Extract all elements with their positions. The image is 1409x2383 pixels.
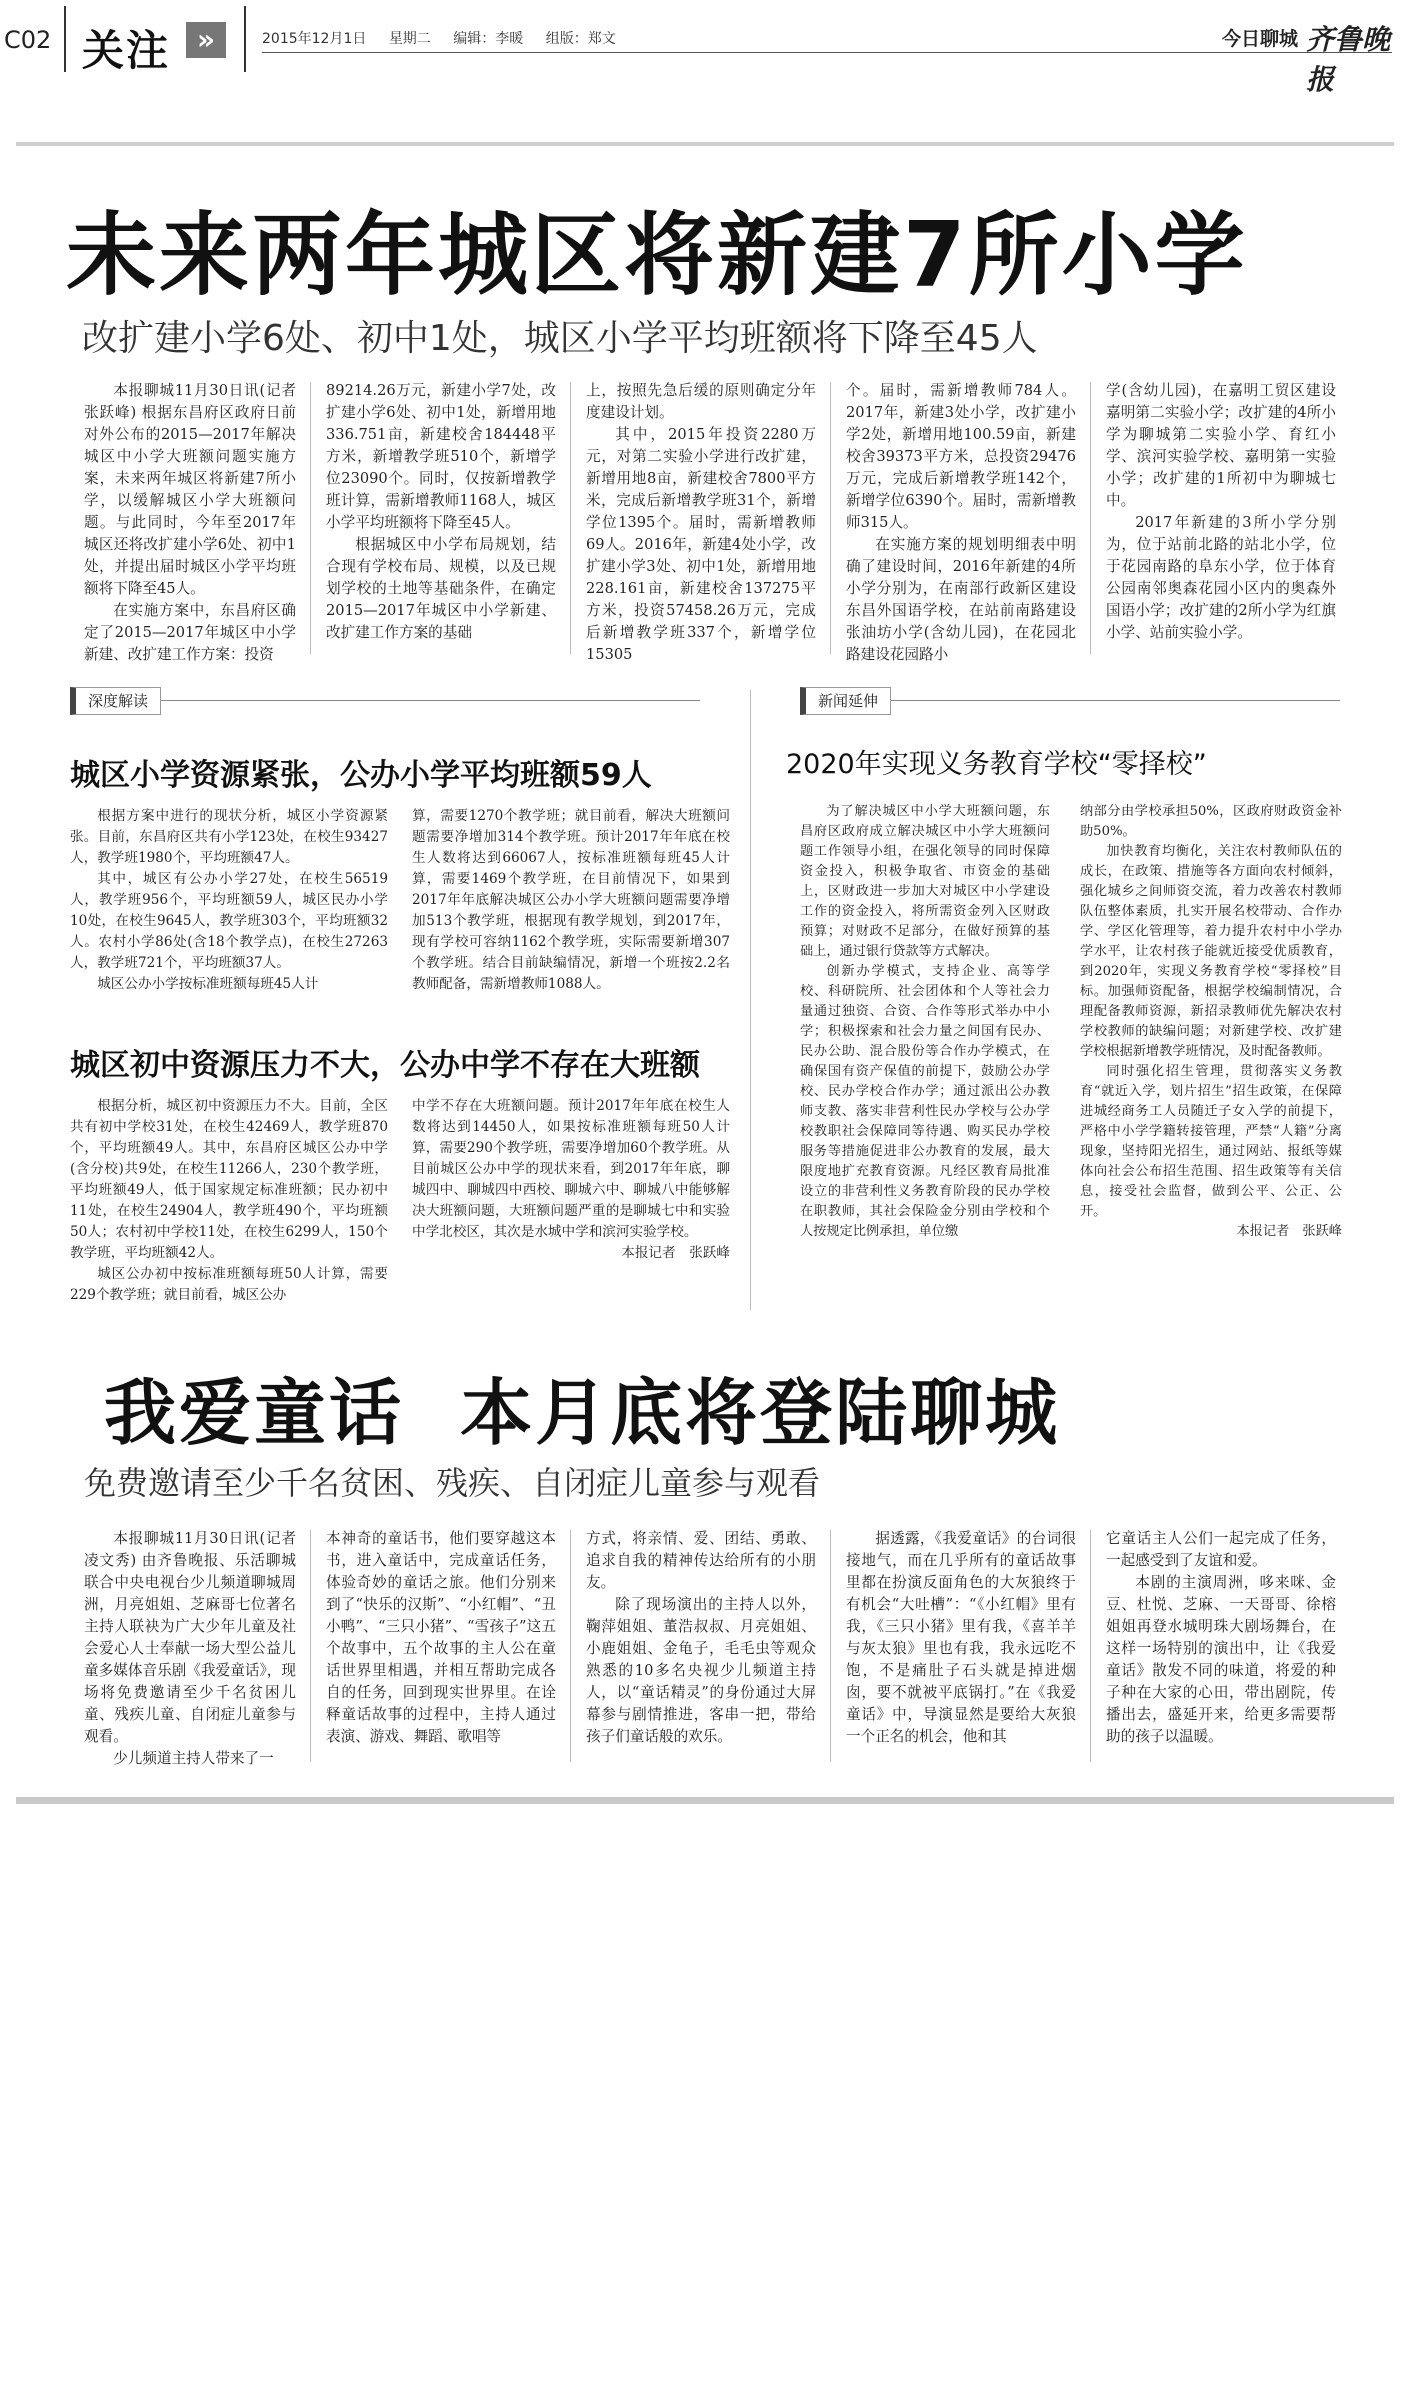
story2-headline: 我爱童话 本月底将登陆聊城: [104, 1371, 1061, 1455]
section-tag: 新闻延伸: [800, 687, 891, 715]
section-title: 关注: [82, 26, 171, 75]
paragraph: 本报聊城11月30日讯(记者 凌文秀) 由齐鲁晚报、乐活聊城联合中央电视台少儿频道聊城周洲，月亮姐姐、芝麻哥七位著名主持人联袂为广大少年儿童及社会爱心人士奉献一场大型公益儿童多媒体音乐剧《我爱童话》，现场将免费邀请至少千名贫困儿童、残疾儿童、自闭症儿童参与观看。: [84, 1530, 296, 1745]
column-divider: [570, 382, 571, 654]
paragraph: 城区公办小学按标准班额每班45人计: [97, 976, 319, 992]
paragraph: 为了解决城区中小学大班额问题，东昌府区政府成立解决城区中小学大班额问题工作领导小组，在强化领导的同时保障资金投入，积极争取省、市资金的基础上，区财政进一步加大对城区中小学建设工作的资金投入，将所需资金列入区财政预算；对财政不足部分，在做好预算的基础上，通过银行贷款等方式解决。: [800, 804, 1050, 959]
column-divider: [750, 690, 751, 1310]
byline: 本报记者 张跃峰: [621, 1245, 730, 1261]
header-rule: [262, 52, 1392, 53]
story1-deck: 改扩建小学6处、初中1处，城区小学平均班额将下降至45人: [82, 318, 1038, 359]
issue-weekday: 星期二: [388, 31, 431, 47]
paragraph: 上，按照先急后缓的原则确定分年度建设计划。: [586, 382, 816, 421]
paragraph: 根据城区中小学布局规划，结合现有学校布局、规模，以及已规划学校的土地等基础条件，在确定2015—2017年城区中小学新建、改扩建工作方案的基础: [326, 536, 556, 641]
paragraph: 其中，城区有公办小学27处，在校生56519人，教学班956个，平均班额59人，城区民办小学10处，在校生9645人，教学班303个，平均班额32人。农村小学86处(含18个教学点)，在校生27263人，教学班721个，平均班额37人。: [70, 871, 388, 971]
editor-credit: 编辑：李暖: [453, 31, 524, 47]
story1-headline: 未来两年城区将新建7所小学: [66, 203, 1248, 308]
story1-column: [84, 380, 296, 666]
paragraph: 其中，2015年投资2280万元，对第二实验小学进行改扩建，新增用地8亩，新建校舍7800平方米，完成后新增教学班31个，新增学位1395个。届时，需新增教师69人。2016年，新建4处小学，改扩建小学3处、初中1处，新增用地228.161亩，新建校舍137275平方米，投资57458.26万元，完成后新增教学班337个，新增学位15305: [586, 426, 816, 663]
section-tag: 深度解读: [70, 687, 161, 715]
paragraph: 2017年新建的3所小学分别为，位于站前北路的站北小学，位于花园南路的阜东小学，位于体育公园南邻奥森花园小区内的奥森外国语小学；改扩建的2所小学为红旗小学、站前实验小学。: [1106, 514, 1336, 641]
story2-column: [1106, 1528, 1336, 1748]
paragraph: 在实施方案中，东昌府区确定了2015—2017年城区中小学新建、改扩建工作方案：投资: [84, 602, 296, 663]
layout-credit: 组版：郑文: [545, 31, 616, 47]
column-divider: [830, 1530, 831, 1762]
article-column: [1080, 802, 1342, 1242]
double-chevron-icon: »: [186, 22, 226, 58]
separator-bar: [16, 142, 1394, 146]
paragraph: 在实施方案的规划明细表中明确了建设时间，2016年新建的4所小学分别为，在南部行政新区建设东昌外国语学校，在站前南路建设张油坊小学(含幼儿园)，在花园北路建设花园路小: [846, 536, 1076, 663]
column-divider: [310, 382, 311, 654]
paragraph: 除了现场演出的主持人以外，鞠萍姐姐、董浩叔叔、月亮姐姐、小鹿姐姐、金龟子，毛毛虫等观众熟悉的10多名央视少儿频道主持人，以“童话精灵”的身份通过大屏幕参与剧情推进，客串一把，带给孩子们童话般的欢乐。: [586, 1596, 816, 1745]
article-column: [800, 802, 1050, 1242]
header-divider: [244, 6, 246, 72]
story1-column: [326, 380, 556, 644]
subheading: 2020年实现义务教育学校“零择校”: [786, 749, 1207, 780]
paragraph: 创新办学模式，支持企业、高等学校、科研院所、社会团体和个人等社会力量通过独资、合资、合作等形式举办中小学；积极探索和社会力量之间国有民办、民办公助、混合股份等合作办学模式，在确保国有资产保值的前提下，鼓励公办学校、民办学校合作办学；通过派出公办教师支教、落实非营利性民办学校与公办学校教职社会保障同等待遇、购买民办学校服务等措施促进非公办教育的发展，最大限度地扩充教育资源。凡经区教育局批准设立的非营利性义务教育阶段的民办学校在职教师，其社会保险金分别由学校和个人按规定比例承担，单位缴: [800, 964, 1050, 1239]
paragraph: 加快教育均衡化，关注农村教师队伍的成长，在政策、措施等各方面向农村倾斜，强化城乡之间师资交流，着力改善农村教师队伍整体素质，扎实开展名校带动、合作办学、学区化管理等，着力提升农村中小学办学水平，让农村孩子能就近接受优质教育，到2020年，实现义务教育学校“零择校”目标。加强师资配备，根据学校编制情况，合理配备教师资源，新招录教师优先解决农村学校教师的缺编问题；对新建学校、改扩建学校根据新增教学班情况，及时配备教师。: [1080, 844, 1342, 1059]
paragraph: 本报聊城11月30日讯(记者 张跃峰) 根据东昌府区政府日前对外公布的2015—2017年解决城区中小学大班额问题实施方案，未来两年城区将新建7所小学，以缓解城区小学大班额问题。与此同时，今年至2017年城区还将改扩建小学6处、初中1处，并提出届时城区小学平均班额将下降至45人。: [84, 382, 296, 597]
column-divider: [830, 382, 831, 654]
story1-column: [586, 380, 816, 666]
story2-column: [846, 1528, 1076, 1748]
article-column: [412, 1096, 730, 1264]
column-name: 今日聊城: [1222, 28, 1299, 50]
section-rule: [70, 700, 700, 701]
paragraph: 个。届时，需新增教师784人。2017年，新建3处小学，改扩建小学2处，新增用地100.59亩，新建校舍39373平方米，总投资29476万元，完成后新增教学班142个，新增学位6390个。届时，需新增教师315人。: [846, 382, 1076, 531]
paragraph: 城区公办初中按标准班额每班50人计算，需要229个教学班；就目前看，城区公办: [70, 1266, 388, 1303]
paragraph: 少儿频道主持人带来了一: [113, 1750, 274, 1767]
paragraph: 本神奇的童话书，他们要穿越这本书，进入童话中，完成童话任务，体验奇妙的童话之旅。他们分别来到了“快乐的汉斯”、“小红帽”、“丑小鸭”、“三只小猪”、“雪孩子”这五个故事中，五个故事的主人公在童话世界里相遇，并相互帮助完成各自的任务，回到现实世界里。在诠释童话故事的过程中，主持人通过表演、游戏、舞蹈、歌唱等: [326, 1530, 556, 1745]
column-divider: [310, 1530, 311, 1762]
subheading: 城区初中资源压力不大，公办中学不存在大班额: [70, 1048, 700, 1083]
story1-column: [1106, 380, 1336, 644]
story2-column: [326, 1528, 556, 1748]
paragraph: 中学不存在大班额问题。预计2017年年底在校生人数将达到14450人，如果按标准班额每班50人计算，需要290个教学班，需要净增加60个教学班。从目前城区公办中学的现状来看，到2017年年底，聊城四中、聊城四中西校、聊城六中、聊城八中能够解决大班额问题，大班额问题严重的是聊城七中和实验中学北校区，其次是水城中学和滨河实验学校。: [412, 1098, 730, 1240]
column-divider: [570, 1530, 571, 1762]
story2-deck: 免费邀请至少千名贫困、残疾、自闭症儿童参与观看: [84, 1464, 821, 1502]
paragraph: 纳部分由学校承担50%，区政府财政资金补助50%。: [1080, 804, 1342, 839]
paragraph: 它童话主人公们一起完成了任务，一起感受到了友谊和爱。: [1106, 1530, 1336, 1569]
column-divider: [1090, 382, 1091, 654]
paragraph: 同时强化招生管理，贯彻落实义务教育“就近入学，划片招生”招生政策，在保障进城经商务工人员随迁子女入学的前提下，严格中小学学籍转接管理，严禁“人籍”分离现象，坚持阳光招生，通过网站、报纸等媒体向社会公布招生范围、招生政策等有关信息，接受社会监督，做到公平、公正、公开。: [1080, 1064, 1342, 1219]
newspaper-logo: 齐鲁晚报: [1306, 23, 1391, 96]
story2-column: [84, 1528, 296, 1770]
page-number: C02: [4, 26, 52, 54]
column-divider: [1090, 1530, 1091, 1762]
article-column: [412, 806, 730, 995]
issue-meta: [262, 28, 634, 48]
subheading: 城区小学资源紧张，公办小学平均班额59人: [70, 758, 652, 793]
paragraph: 89214.26万元，新建小学7处，改扩建小学6处、初中1处，新增用地336.751亩，新建校舍184448平方米，新增教学班510个，新增学位23090个。同时，仅按新增教学班计算，需新增教师1168人，城区小学平均班额将下降至45人。: [326, 382, 556, 531]
paragraph: 根据方案中进行的现状分析，城区小学资源紧张。目前，东昌府区共有小学123处，在校生93427人，教学班1980个，平均班额47人。: [70, 808, 388, 866]
article-column: [70, 806, 388, 995]
byline: 本报记者 张跃峰: [1236, 1224, 1342, 1239]
issue-date: 2015年12月1日: [262, 31, 367, 47]
paragraph: 学(含幼儿园)，在嘉明工贸区建设嘉明第二实验小学；改扩建的4所小学为聊城第二实验小学、育红小学、滨河实验学校、嘉明第一实验小学；改扩建的1所初中为聊城七中。: [1106, 382, 1336, 509]
paragraph: 算，需要1270个教学班；就目前看，解决大班额问题需要净增加314个教学班。预计2017年年底在校生人数将达到66067人，按标准班额每班45人计算，需要1469个教学班，在目前情况下，如果到2017年年底解决城区公办小学大班额问题需要净增加513个教学班，根据现有教学规划，到2017年，现有学校可容纳1162个教学班，实际需要新增307个教学班。结合目前缺编情况，新增一个班按2.2名教师配备，需新增教师1088人。: [412, 808, 730, 992]
paragraph: 本剧的主演周洲，哆来咪、金豆、杜悦、芝麻、一天哥哥、徐榕姐姐再登水城明珠大剧场舞台，在这样一场特别的演出中，让《我爱童话》散发不同的味道，将爱的种子种在大家的心田，带出剧院，传播出去，盛延开来，给更多需要帮助的孩子以温暖。: [1106, 1574, 1336, 1745]
article-column: [70, 1096, 388, 1306]
separator-bar: [16, 1797, 1394, 1804]
header-divider: [64, 6, 66, 72]
story2-column: [586, 1528, 816, 1748]
paragraph: 根据分析，城区初中资源压力不大。目前，全区共有初中学校31处，在校生42469人，教学班870个，平均班额49人。其中，东昌府区城区公办中学(含分校)共9处，在校生11266人，230个教学班，平均班额49人，低于国家规定标准班额；民办初中11处，在校生24904人，教学班490个，平均班额50人；农村初中学校11处，在校生6299人，150个教学班，平均班额42人。: [70, 1098, 388, 1261]
paragraph: 据透露，《我爱童话》的台词很接地气，而在几乎所有的童话故事里都在扮演反面角色的大灰狼终于有机会“大吐槽”：“《小红帽》里有我，《三只小猪》里有我，《喜羊羊与灰太狼》里也有我，我永远吃不饱，不是痛肚子石头就是掉进烟囱，要不就被平底锅打。”在《我爱童话》中，导演显然是要给大灰狼一个正名的机会，他和其: [846, 1530, 1076, 1745]
story1-column: [846, 380, 1076, 666]
paragraph: 方式，将亲情、爱、团结、勇敢、追求自我的精神传达给所有的小朋友。: [586, 1530, 816, 1591]
